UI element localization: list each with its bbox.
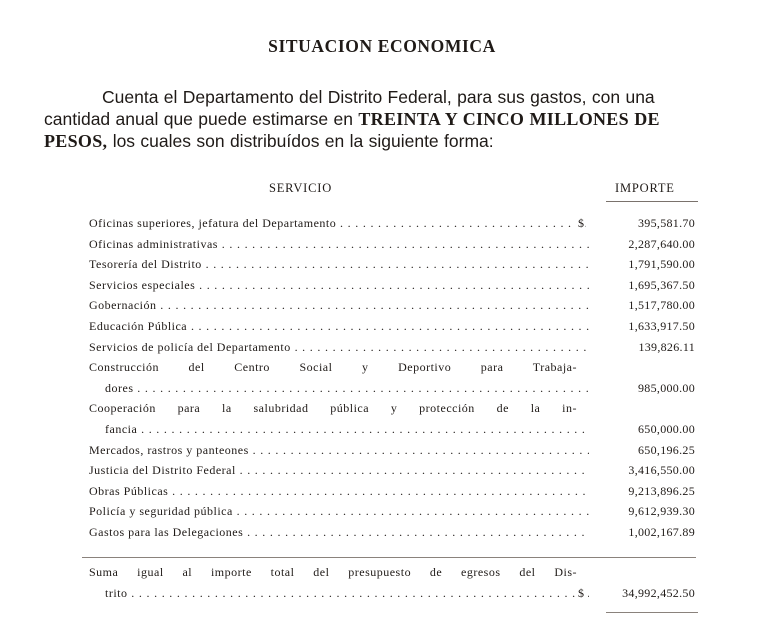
table-row: [89, 234, 699, 255]
total-amount: 34,992,452.50: [622, 585, 695, 600]
row-label: Policía y seguridad pública . . .: [89, 501, 589, 522]
row-label: Gastos para las Delegaciones . . .: [89, 522, 589, 543]
row-label: Gobernación . . .: [89, 295, 589, 316]
row-label-line-1: Cooperación para la salubridad pública y protección de la in-: [89, 401, 577, 416]
intro-paragraph: [44, 86, 749, 152]
intro-line-2-text: cantidad anual que puede estimarse en: [44, 109, 359, 129]
table-row: [89, 440, 699, 461]
row-label-line-1: Construcción del Centro Social y Deportivo para Trabaja-: [89, 360, 577, 375]
row-amount: 650,000.00: [638, 421, 695, 436]
column-header-importe: IMPORTE: [615, 181, 675, 195]
bottom-divider: [606, 612, 698, 613]
table-row: [89, 481, 699, 502]
row-label: Oficinas superiores, jefatura del Departamento . . .: [89, 213, 589, 234]
row-label: Tesorería del Distrito . . .: [89, 254, 589, 275]
row-label: Oficinas administrativas . . .: [89, 234, 589, 255]
table-row: [89, 275, 699, 296]
row-label: Justicia del Distrito Federal . . .: [89, 460, 589, 481]
total-label-line-1: Suma igual al importe total del presupuesto de egresos del Dis-: [89, 565, 577, 579]
row-amount: 3,416,550.00: [628, 463, 695, 478]
page-title: SITUACION ECONOMICA: [268, 36, 496, 56]
table-row: [89, 337, 699, 358]
row-amount: 985,000.00: [638, 380, 695, 395]
currency-sign: $: [576, 583, 585, 604]
row-label: fancia . . .: [89, 419, 589, 440]
intro-amount-words-end: PESOS,: [44, 131, 108, 151]
table-row: [89, 254, 699, 275]
row-label: Mercados, rastros y panteones . . .: [89, 440, 589, 461]
row-amount: 9,612,939.30: [628, 504, 695, 519]
table-row: [89, 460, 699, 481]
row-amount: 1,002,167.89: [628, 524, 695, 539]
total-divider: [82, 557, 696, 558]
total-row-continued: [89, 562, 699, 583]
row-amount: 2,287,640.00: [628, 236, 695, 251]
row-amount: 9,213,896.25: [628, 483, 695, 498]
table-row: [89, 316, 699, 337]
row-label: Servicios especiales . . .: [89, 275, 589, 296]
column-header-servicio: SERVICIO: [269, 181, 333, 195]
row-label: Educación Pública . . .: [89, 316, 589, 337]
row-amount: 395,581.70: [638, 216, 695, 230]
table-row: [89, 295, 699, 316]
intro-line-3-text: los cuales son distribuídos en la siguiente forma:: [107, 131, 494, 151]
row-amount: 1,517,780.00: [628, 298, 695, 313]
table-row: [89, 522, 699, 543]
budget-table: [89, 213, 699, 543]
row-amount: 650,196.25: [638, 442, 695, 457]
intro-amount-words: TREINTA Y CINCO MILLONES DE: [358, 109, 660, 129]
table-row: [89, 419, 699, 440]
intro-line-1: Cuenta el Departamento del Distrito Federal, para sus gastos, con una: [102, 87, 655, 107]
total-label: trito . . .: [89, 583, 589, 604]
table-row: [89, 378, 699, 399]
row-amount: 1,695,367.50: [628, 277, 695, 292]
row-amount: 1,633,917.50: [628, 318, 695, 333]
currency-sign: $: [576, 213, 585, 234]
row-label: Obras Públicas . . .: [89, 481, 589, 502]
table-row: [89, 213, 699, 234]
total-row: [89, 583, 699, 604]
table-row-continued: [89, 357, 699, 378]
intro-line-2: [44, 108, 749, 130]
header-divider: [606, 201, 698, 202]
total-block: [89, 562, 699, 603]
row-amount: 1,791,590.00: [628, 257, 695, 272]
row-label: dores . . .: [89, 378, 589, 399]
row-label: Servicios de policía del Departamento . . .: [89, 337, 589, 358]
intro-line-3: [44, 130, 749, 152]
table-row: [89, 501, 699, 522]
row-amount: 139,826.11: [638, 339, 695, 354]
table-row-continued: [89, 398, 699, 419]
